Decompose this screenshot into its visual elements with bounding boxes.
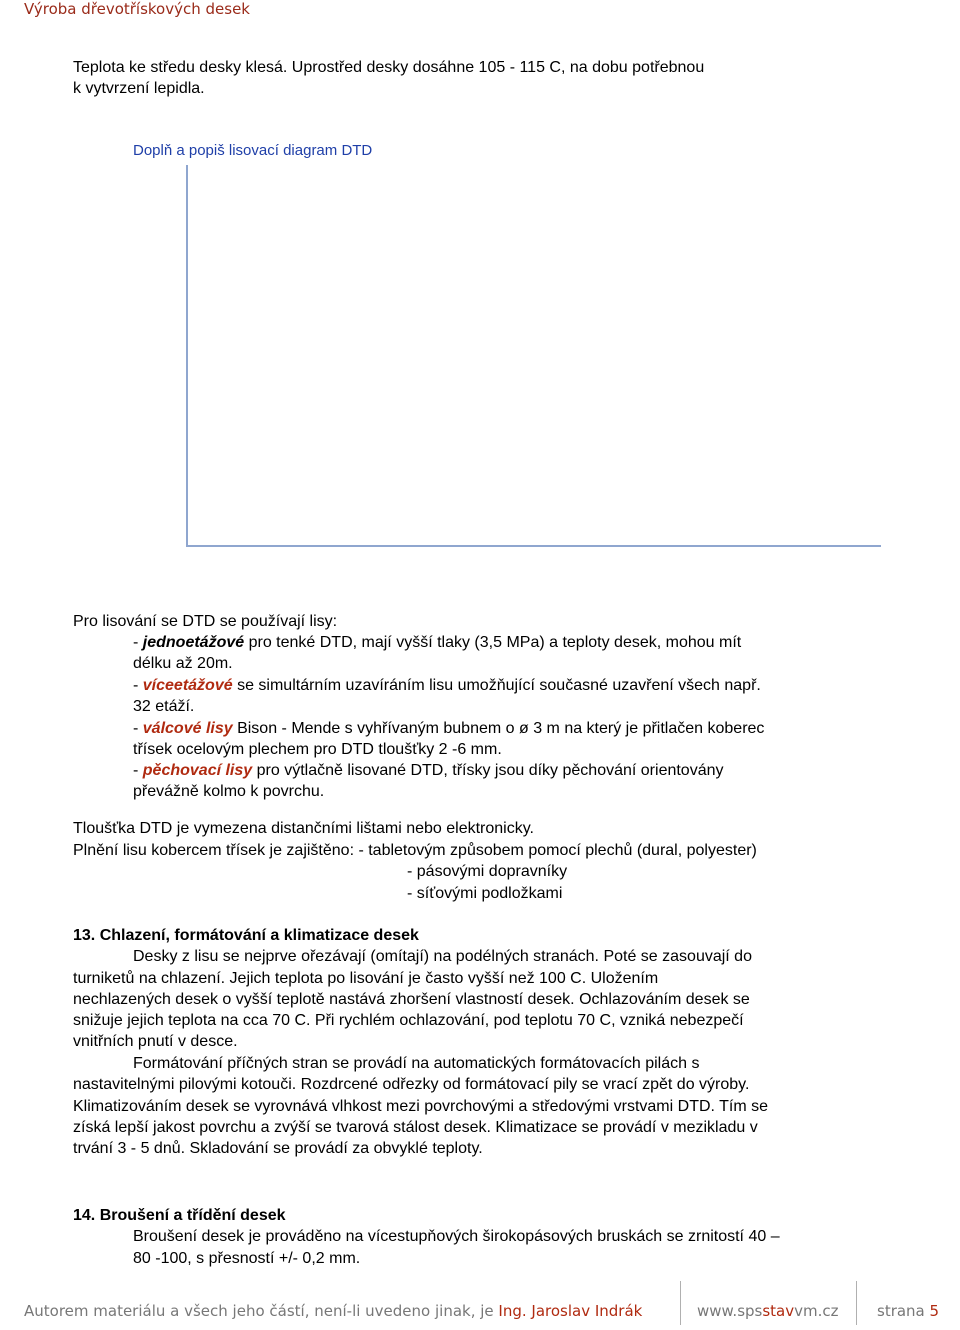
section-13-line: nechlazených desek o vyšší teplotě nastává zhoršení vlastností desek. Ochlazováním desek se (73, 991, 750, 1008)
footer-website-link[interactable]: www.spsstavvm.cz (697, 1302, 839, 1320)
section-14-line-1: Broušení desek je prováděno na vícestupňových širokopásových bruskách se zrnitostí 40 – (133, 1228, 780, 1245)
diagram-caption: Doplň a popiš lisovací diagram DTD (133, 142, 373, 159)
footer-divider (680, 1281, 681, 1325)
section-13-line: trvání 3 - 5 dnů. Skladování se provádí za obvyklé teploty. (73, 1140, 483, 1157)
footer-divider (856, 1281, 857, 1325)
section-13-line: snižuje jejich teplota na cca 70 C. Při rychlém ochlazování, pod teplotu 70 C, vzniká nebezpečí (73, 1012, 744, 1029)
section-14-line-2: 80 -100, s přesností +/- 0,2 mm. (133, 1250, 361, 1267)
footer-author-name: Ing. Jaroslav Indrák (498, 1302, 643, 1320)
press-item-ramming: - pěchovací lisy pro výtlačně lisované DTD, třísky jsou díky pěchování orientovány (133, 762, 724, 779)
press-item-roller: - válcové lisy Bison - Mende s vyhřívaným bubnem o ø 3 m na který je přitlačen koberec (133, 720, 765, 737)
thickness-text: Tloušťka DTD je vymezena distančními lištami nebo elektronicky. (73, 820, 534, 837)
section-13-heading: 13. Chlazení, formátování a klimatizace desek (73, 927, 419, 944)
section-13-line: Formátování příčných stran se provádí na automatických formátovacích pilách s (133, 1055, 700, 1072)
press-item-ramming-cont: převážně kolmo k povrchu. (133, 783, 325, 800)
press-item-multi-level-cont: 32 etáží. (133, 698, 195, 715)
section-13-line: nastavitelnými pilovými kotouči. Rozdrcené odřezky od formátovací pily se vrací zpět do výroby. (73, 1076, 750, 1093)
intro-line-1: Teplota ke středu desky klesá. Uprostřed desky dosáhne 105 - 115 C, na dobu potřebnou (73, 59, 705, 76)
press-item-single-level-cont: délku až 20m. (133, 655, 233, 672)
press-term-single-level: jednoetážové (142, 634, 245, 651)
press-term-multi-level: víceetážové (142, 677, 233, 694)
diagram-y-axis (186, 165, 188, 547)
footer-author: Autorem materiálu a všech jeho částí, není-li uvedeno jinak, je Ing. Jaroslav Indrák (24, 1302, 643, 1320)
press-term-roller: válcové lisy (142, 720, 233, 737)
presses-intro: Pro lisování se DTD se používají lisy: (73, 613, 338, 630)
section-13-line: získá lepší jakost povrchu a zvýší se tvarová stálost desek. Klimatizace se provádí v mezikladu v (73, 1119, 758, 1136)
diagram-x-axis (186, 545, 881, 547)
section-13-line: vnitřních pnutí v desce. (73, 1033, 238, 1050)
filling-line-3: - síťovými podložkami (407, 885, 563, 902)
press-term-ramming: pěchovací lisy (142, 762, 253, 779)
intro-line-2: k vytvrzení lepidla. (73, 80, 205, 97)
section-13-line: Desky z lisu se nejprve ořezávají (omítají) na podélných stranách. Poté se zasouvají do (133, 948, 752, 965)
footer-page-number: strana 5 (877, 1302, 940, 1320)
press-item-roller-cont: třísek ocelovým plechem pro DTD tloušťky 2 -6 mm. (133, 741, 502, 758)
section-13-line: Klimatizováním desek se vyrovnává vlhkost mezi povrchovými a středovými vrstvami DTD. Tím se (73, 1098, 769, 1115)
section-14-heading: 14. Broušení a třídění desek (73, 1207, 286, 1224)
document-header-title: Výroba dřevotřískových desek (24, 0, 250, 18)
press-item-multi-level: - víceetážové se simultárním uzavíráním lisu umožňující současné uzavření všech např. (133, 677, 761, 694)
filling-line-1: Plnění lisu kobercem třísek je zajištěno: - tabletovým způsobem pomocí plechů (dural, polyester) (73, 842, 757, 859)
filling-line-2: - pásovými dopravníky (407, 863, 568, 880)
press-item-single-level: - jednoetážové pro tenké DTD, mají vyšší tlaky (3,5 MPa) a teploty desek, mohou mít (133, 634, 742, 651)
section-13-line: turniketů na chlazení. Jejich teplota po lisování je často vyšší než 100 C. Uložením (73, 970, 659, 987)
